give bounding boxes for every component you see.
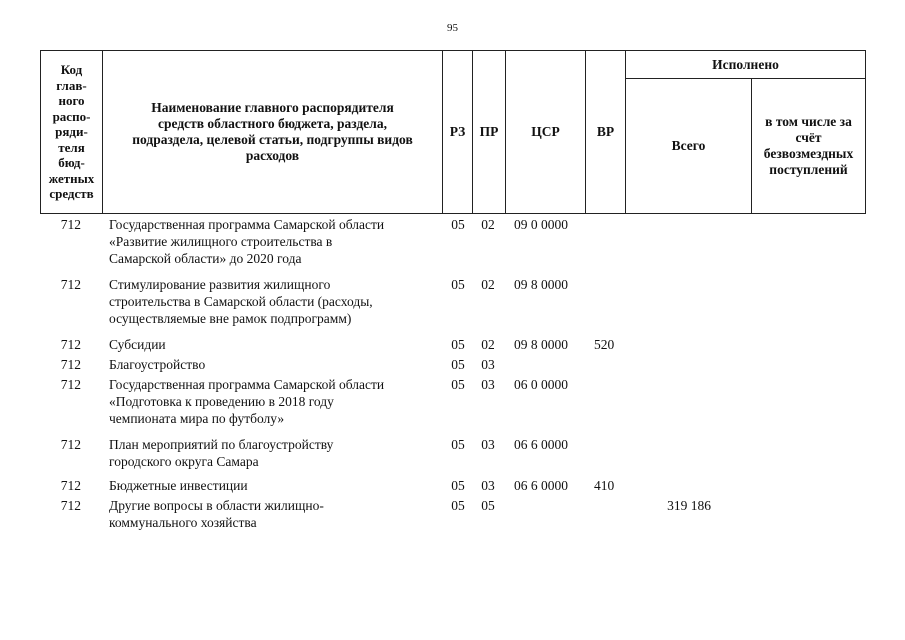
row-pr: 03 [481,377,495,392]
row-code: 712 [60,217,81,232]
header-incl-grants: в том числе за счёт безвозмездных поступлений [763,114,854,177]
row-pr: 02 [481,217,495,232]
row-name: Субсидии [109,337,166,352]
row-total: 319 186 [667,498,711,513]
row-csr: 06 6 0000 [514,478,568,493]
row-pr: 03 [481,478,495,493]
header-rz: РЗ [449,124,466,139]
row-name: Бюджетные инвестиции [109,478,248,493]
row-name: Государственная программа Самарской области «Развитие жилищного строительства в Самарской области» до 2020 года [109,217,385,266]
row-csr: 06 6 0000 [514,437,568,452]
header-total: Всего [671,138,706,153]
row-pr: 02 [481,337,495,352]
row-code: 712 [60,377,81,392]
row-rz: 05 [451,217,465,232]
row-csr: 09 0 0000 [514,217,568,232]
row-name: Государственная программа Самарской области «Подготовка к проведению в 2018 году чемпионата мира по футболу» [109,377,385,426]
row-code: 712 [60,337,81,352]
row-vr: 520 [594,337,615,352]
row-csr: 09 8 0000 [514,277,568,292]
header-name: Наименование главного распорядителя средств областного бюджета, раздела, подраздела, целевой статьи, подгруппы видов расходов [132,100,413,163]
header-pr: ПР [479,124,499,139]
row-vr: 410 [594,478,615,493]
header-csr: ЦСР [531,124,560,139]
row-rz: 05 [451,498,465,513]
row-code: 712 [60,478,81,493]
row-csr: 09 8 0000 [514,337,568,352]
row-name: Стимулирование развития жилищного строительства в Самарской области (расходы, осуществляемые вне рамок подпрограмм) [109,277,373,326]
header-vr: ВР [596,124,615,139]
row-name: Другие вопросы в области жилищно- коммунального хозяйства [109,498,324,530]
page-number: 95 [447,22,458,34]
row-code: 712 [60,437,81,452]
row-code: 712 [60,277,81,292]
header-code: Код глав- ного распо- ряди- теля бюд- жетных средств [48,62,95,202]
row-code: 712 [60,357,81,372]
row-pr: 03 [481,357,495,372]
row-csr: 06 0 0000 [514,377,568,392]
row-name: Благоустройство [109,357,206,372]
row-rz: 05 [451,377,465,392]
row-rz: 05 [451,357,465,372]
row-rz: 05 [451,478,465,493]
row-pr: 05 [481,498,495,513]
row-rz: 05 [451,437,465,452]
row-rz: 05 [451,277,465,292]
row-name: План мероприятий по благоустройству городского округа Самара [109,437,334,469]
row-code: 712 [60,498,81,513]
header-executed: Исполнено [712,56,779,72]
row-pr: 03 [481,437,495,452]
row-pr: 02 [481,277,495,292]
row-rz: 05 [451,337,465,352]
